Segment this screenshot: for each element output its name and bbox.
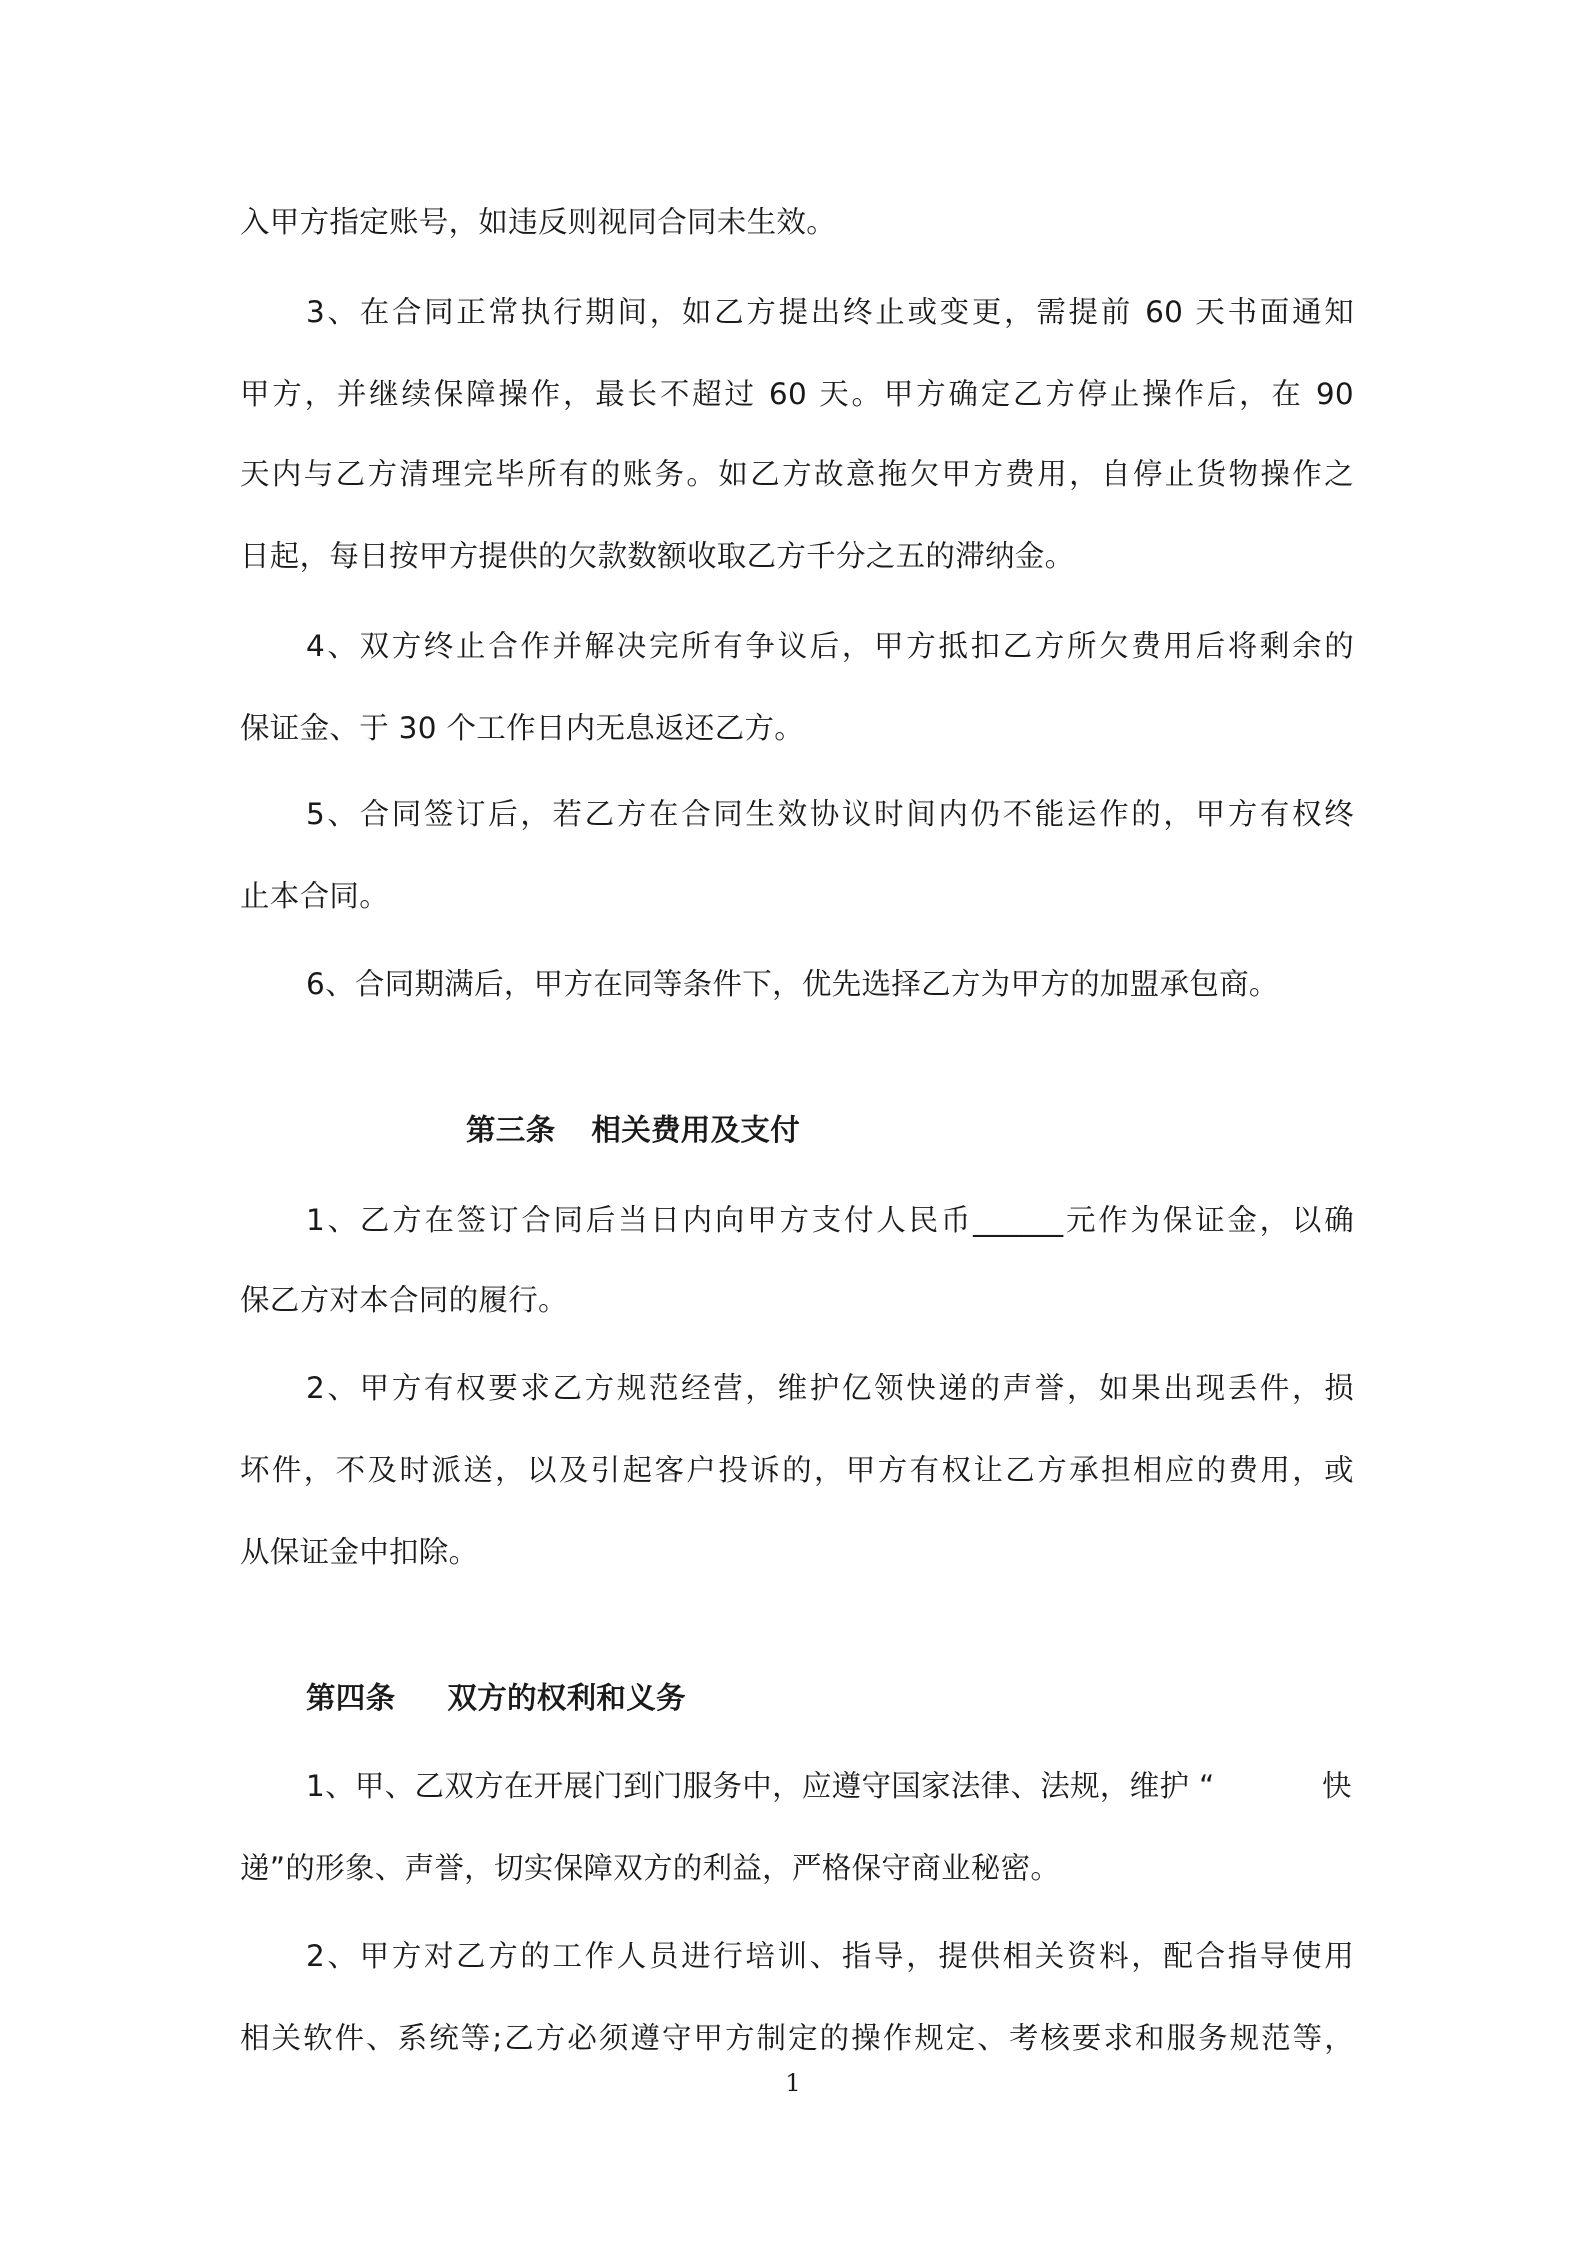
paragraph-line: 入甲方指定账号，如违反则视同合同未生效。 [240, 205, 837, 239]
paragraph-line: 5、合同签订后，若乙方在合同生效协议时间内仍不能运作的，甲方有权终 [306, 797, 1354, 831]
paragraph-line: 6、合同期满后，甲方在同等条件下，优先选择乙方为甲方的加盟承包商。 [306, 967, 1279, 1001]
document-page [240, 0, 1354, 2244]
paragraph-line: 从保证金中扣除。 [240, 1535, 479, 1569]
paragraph-line: 递”的形象、声誉，切实保障双方的利益，严格保守商业秘密。 [240, 1851, 1061, 1885]
section-number: 第三条 [466, 1113, 556, 1147]
section-heading-4 [306, 1676, 686, 1720]
paragraph-line: 相关软件、系统等;乙方必须遵守甲方制定的操作规定、考核要求和服务规范等， [240, 2021, 1354, 2055]
paragraph-line: 保乙方对本合同的履行。 [240, 1283, 568, 1317]
paragraph-line: 保证金、于 30 个工作日内无息返还乙方。 [240, 711, 805, 745]
paragraph-line: 2、甲方对乙方的工作人员进行培训、指导，提供相关资料，配合指导使用 [306, 1939, 1354, 1973]
paragraph-line: 日起，每日按甲方提供的欠款数额收取乙方千分之五的滞纳金。 [240, 539, 1075, 573]
page-number: 1 [785, 2069, 801, 2097]
paragraph-line: 4、双方终止合作并解决完所有争议后，甲方抵扣乙方所欠费用后将剩余的 [306, 629, 1354, 663]
section-title: 双方的权利和义务 [447, 1681, 686, 1715]
section-title: 相关费用及支付 [591, 1113, 801, 1147]
paragraph-line: 天内与乙方清理完毕所有的账务。如乙方故意拖欠甲方费用，自停止货物操作之 [240, 457, 1354, 491]
paragraph-line: 坏件，不及时派送，以及引起客户投诉的，甲方有权让乙方承担相应的费用，或 [240, 1453, 1354, 1487]
section-heading-3 [466, 1108, 800, 1152]
section-number: 第四条 [306, 1681, 396, 1715]
paragraph-line-end: 快 [1322, 1769, 1352, 1803]
paragraph-line: 2、甲方有权要求乙方规范经营，维护亿领快递的声誉，如果出现丢件，损 [306, 1371, 1354, 1405]
paragraph-line: 1、甲、乙双方在开展门到门服务中，应遵守国家法律、法规，维护 “ [306, 1769, 1215, 1803]
paragraph-line: 止本合同。 [240, 879, 390, 913]
paragraph-line: 甲方，并继续保障操作，最长不超过 60 天。甲方确定乙方停止操作后，在 90 [240, 377, 1354, 411]
paragraph-line: 1、乙方在签订合同后当日内向甲方支付人民币______元作为保证金，以确 [306, 1203, 1354, 1237]
paragraph-line: 3、在合同正常执行期间，如乙方提出终止或变更，需提前 60 天书面通知 [306, 295, 1354, 329]
